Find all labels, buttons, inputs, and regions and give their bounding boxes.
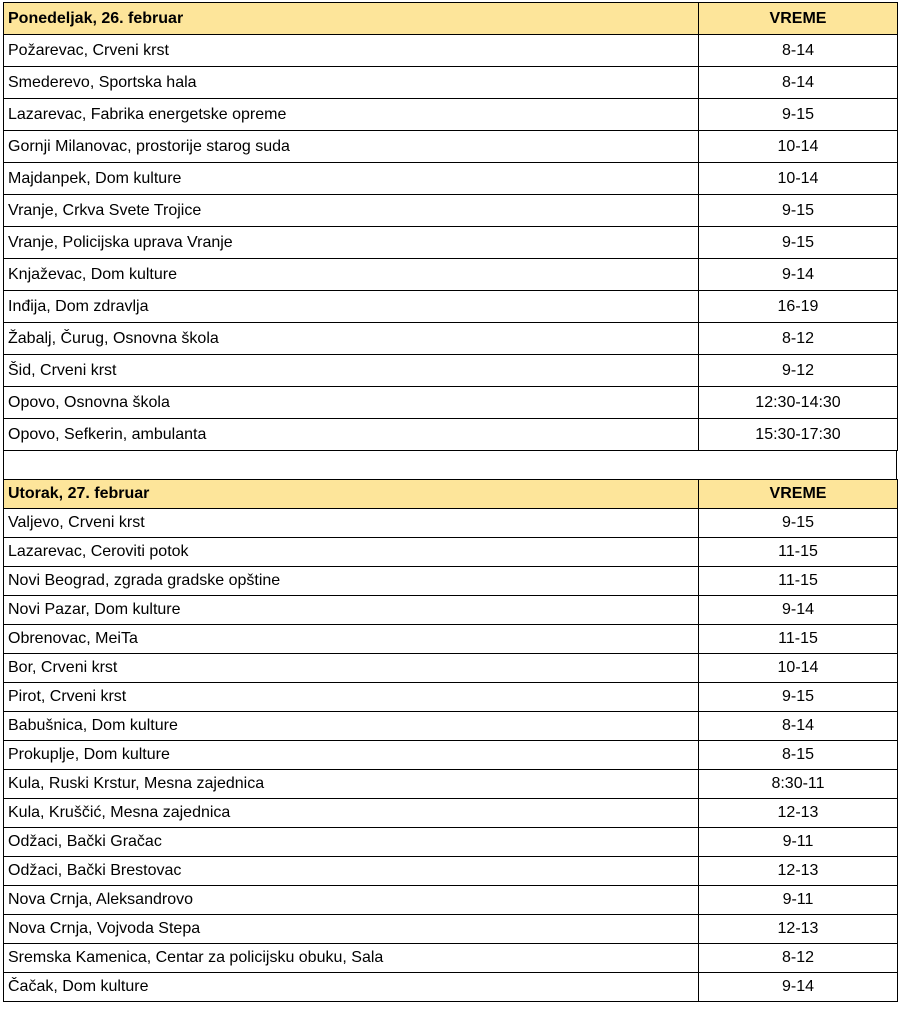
location-cell: Babušnica, Dom kulture — [4, 712, 699, 741]
table-row — [4, 323, 898, 355]
table-row — [4, 712, 898, 741]
time-cell: 8-14 — [699, 35, 898, 67]
location-cell: Valjevo, Crveni krst — [4, 509, 699, 538]
schedule-table-tuesday — [3, 479, 898, 1002]
table-row — [4, 195, 898, 227]
location-cell: Knjaževac, Dom kulture — [4, 259, 699, 291]
table-row — [4, 99, 898, 131]
time-cell: 9-14 — [699, 596, 898, 625]
location-cell: Kula, Ruski Krstur, Mesna zajednica — [4, 770, 699, 799]
table-row — [4, 654, 898, 683]
time-cell: 16-19 — [699, 291, 898, 323]
time-cell: 8-12 — [699, 944, 898, 973]
time-cell: 9-15 — [699, 99, 898, 131]
location-cell: Opovo, Osnovna škola — [4, 387, 699, 419]
table-row — [4, 973, 898, 1002]
table-row — [4, 683, 898, 712]
table-row — [4, 355, 898, 387]
table-row — [4, 596, 898, 625]
time-cell: 9-15 — [699, 227, 898, 259]
schedule-sheet — [3, 2, 897, 1002]
location-cell: Požarevac, Crveni krst — [4, 35, 699, 67]
table-row — [4, 828, 898, 857]
table-row — [4, 886, 898, 915]
location-cell: Lazarevac, Ceroviti potok — [4, 538, 699, 567]
table-row — [4, 227, 898, 259]
table-row — [4, 770, 898, 799]
table-row — [4, 741, 898, 770]
location-cell: Prokuplje, Dom kulture — [4, 741, 699, 770]
time-cell: 12-13 — [699, 857, 898, 886]
time-cell: 9-15 — [699, 195, 898, 227]
time-cell: 11-15 — [699, 538, 898, 567]
location-cell: Nova Crnja, Aleksandrovo — [4, 886, 699, 915]
table-row — [4, 419, 898, 451]
location-cell: Inđija, Dom zdravlja — [4, 291, 699, 323]
table-row — [4, 857, 898, 886]
time-cell: 8-14 — [699, 67, 898, 99]
time-cell: 11-15 — [699, 625, 898, 654]
location-cell: Nova Crnja, Vojvoda Stepa — [4, 915, 699, 944]
table-row — [4, 163, 898, 195]
location-cell: Novi Beograd, zgrada gradske opštine — [4, 567, 699, 596]
time-cell: 9-11 — [699, 828, 898, 857]
table-row — [4, 915, 898, 944]
location-cell: Vranje, Crkva Svete Trojice — [4, 195, 699, 227]
time-cell: 8:30-11 — [699, 770, 898, 799]
location-cell: Gornji Milanovac, prostorije starog suda — [4, 131, 699, 163]
time-cell: 9-14 — [699, 973, 898, 1002]
time-column-header: VREME — [699, 480, 898, 509]
location-cell: Odžaci, Bački Gračac — [4, 828, 699, 857]
table-row — [4, 387, 898, 419]
day-heading: Utorak, 27. februar — [4, 480, 699, 509]
time-cell: 15:30-17:30 — [699, 419, 898, 451]
time-cell: 9-14 — [699, 259, 898, 291]
location-cell: Smederevo, Sportska hala — [4, 67, 699, 99]
time-cell: 9-11 — [699, 886, 898, 915]
table-row — [4, 799, 898, 828]
time-cell: 11-15 — [699, 567, 898, 596]
location-cell: Čačak, Dom kulture — [4, 973, 699, 1002]
time-cell: 8-14 — [699, 712, 898, 741]
table-row — [4, 67, 898, 99]
location-cell: Vranje, Policijska uprava Vranje — [4, 227, 699, 259]
day-heading: Ponedeljak, 26. februar — [4, 3, 699, 35]
location-cell: Odžaci, Bački Brestovac — [4, 857, 699, 886]
location-cell: Novi Pazar, Dom kulture — [4, 596, 699, 625]
time-cell: 9-15 — [699, 683, 898, 712]
section-spacer — [3, 451, 897, 479]
table-row — [4, 131, 898, 163]
time-cell: 8-12 — [699, 323, 898, 355]
location-cell: Žabalj, Čurug, Osnovna škola — [4, 323, 699, 355]
table-row — [4, 509, 898, 538]
time-cell: 10-14 — [699, 131, 898, 163]
location-cell: Pirot, Crveni krst — [4, 683, 699, 712]
table-row — [4, 35, 898, 67]
time-cell: 9-15 — [699, 509, 898, 538]
time-cell: 10-14 — [699, 654, 898, 683]
time-column-header: VREME — [699, 3, 898, 35]
location-cell: Lazarevac, Fabrika energetske opreme — [4, 99, 699, 131]
schedule-table-monday — [3, 2, 898, 451]
table-row — [4, 625, 898, 654]
location-cell: Kula, Kruščić, Mesna zajednica — [4, 799, 699, 828]
location-cell: Obrenovac, MeiTa — [4, 625, 699, 654]
time-cell: 10-14 — [699, 163, 898, 195]
time-cell: 8-15 — [699, 741, 898, 770]
time-cell: 9-12 — [699, 355, 898, 387]
table-header-row — [4, 480, 898, 509]
table-row — [4, 259, 898, 291]
location-cell: Opovo, Sefkerin, ambulanta — [4, 419, 699, 451]
time-cell: 12-13 — [699, 799, 898, 828]
table-header-row — [4, 3, 898, 35]
table-row — [4, 944, 898, 973]
table-row — [4, 291, 898, 323]
location-cell: Bor, Crveni krst — [4, 654, 699, 683]
location-cell: Šid, Crveni krst — [4, 355, 699, 387]
time-cell: 12:30-14:30 — [699, 387, 898, 419]
location-cell: Majdanpek, Dom kulture — [4, 163, 699, 195]
table-row — [4, 538, 898, 567]
table-row — [4, 567, 898, 596]
location-cell: Sremska Kamenica, Centar za policijsku obuku, Sala — [4, 944, 699, 973]
time-cell: 12-13 — [699, 915, 898, 944]
